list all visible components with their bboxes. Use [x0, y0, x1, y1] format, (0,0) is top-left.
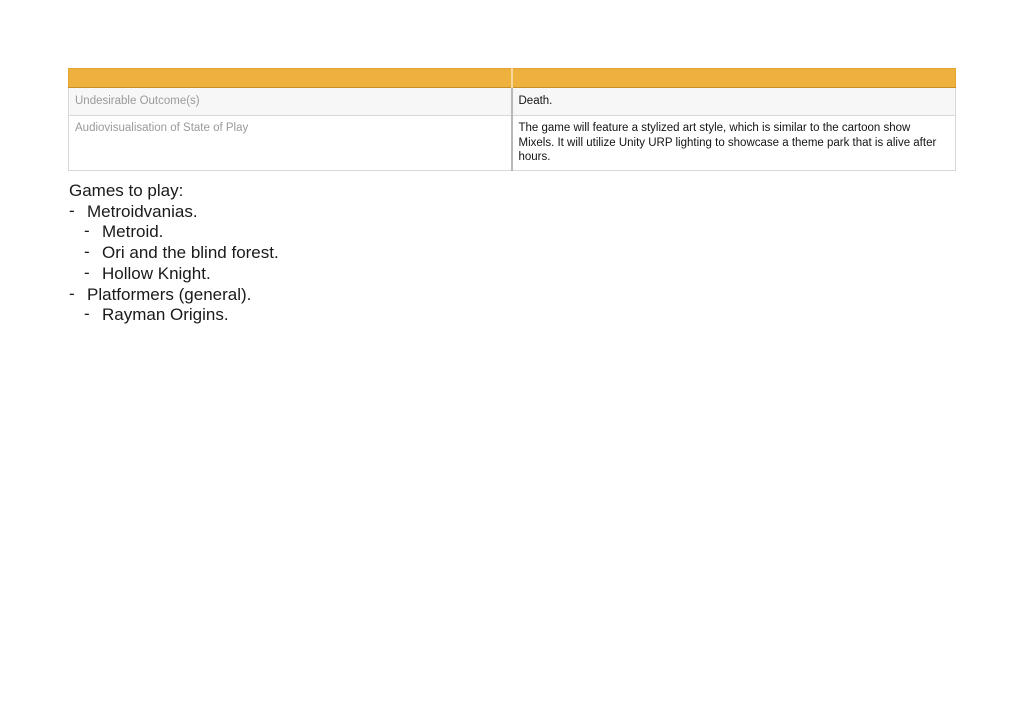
list-item-label: Rayman Origins.: [102, 305, 229, 325]
list-item-metroid: [69, 222, 279, 243]
row-value-audiovisualisation: The game will feature a stylized art style, which is similar to the cartoon show Mixels. It will utilize Unity URP lighting to showcase a theme park that is alive after hours.: [512, 116, 956, 171]
list-item-label: Metroidvanias.: [87, 201, 198, 221]
table-header-cell: [512, 69, 956, 88]
row-label-audiovisualisation: Audiovisualisation of State of Play: [69, 116, 512, 171]
list-item-platformers: [69, 285, 279, 306]
list-item-label: Ori and the blind forest.: [102, 243, 279, 263]
row-label-undesirable-outcomes: Undesirable Outcome(s): [69, 88, 512, 116]
list-item-label: Hollow Knight.: [102, 263, 211, 283]
list-item-rayman-origins: [69, 305, 279, 326]
table-row: [69, 88, 956, 116]
row-value-undesirable-outcomes: Death.: [512, 88, 956, 116]
table-header-cell: [69, 69, 512, 88]
list-item-metroidvanias: [69, 202, 279, 223]
games-heading: Games to play:: [69, 181, 184, 200]
list-item-ori: [69, 243, 279, 264]
list-item-hollow-knight: [69, 264, 279, 285]
dash-bullet: -: [69, 283, 75, 303]
dash-bullet: -: [69, 200, 75, 220]
table-header-row: [69, 69, 956, 88]
game-design-table: [68, 68, 956, 171]
dash-bullet: -: [84, 221, 90, 241]
list-item-label: Platformers (general).: [87, 284, 252, 304]
dash-bullet: -: [84, 304, 90, 324]
table-row: [69, 116, 956, 171]
dash-bullet: -: [84, 242, 90, 262]
games-to-play-section: [69, 181, 279, 326]
dash-bullet: -: [84, 262, 90, 282]
list-item-label: Metroid.: [102, 222, 164, 242]
